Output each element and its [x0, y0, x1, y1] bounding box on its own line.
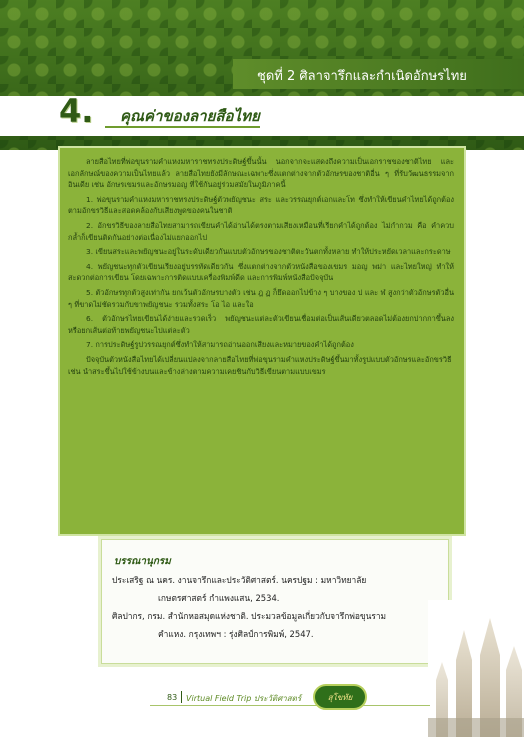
section-heading: คุณค่าของลายสือไทย: [120, 107, 260, 125]
paragraph-conclusion: ปัจจุบันตัวหนังสือไทยได้เปลี่ยนแปลงจากลายสือไทยที่พ่อขุนรามคำแหงประดิษฐ์ขึ้นมาทั้งรูปแบบตัวอักษรและอักขรวิธี เช่น นำสระขึ้นไปใช้ข้างบนและข้างล่างตามความเคยชินกับวิธีเขียนตามแบบเขมร: [68, 354, 452, 376]
temple-illustration: [428, 600, 524, 737]
section-number: 4.: [59, 92, 94, 130]
paragraph-intro: ลายสือไทยที่พ่อขุนรามคำแหงมหาราชทรงประดิษฐ์ขึ้นนั้น นอกจากจะแสดงถึงความเป็นเอกราชของชาติไทย และเอกลักษณ์ของความเป็นไทยแล้ว ลายสือไทยยังมีลักษณะเฉพาะซึ่งแตกต่างจากตัวอักษรของชาติอื่น ๆ ที่รับวัฒนธรรมจากอินเดีย เช่น อักษรเขมรและอักษรมอญ ที่ใช้กันอยู่ร่วมสมัยในภูมิภาคนี้: [68, 157, 454, 190]
badge-label: สุโขทัย: [327, 693, 353, 702]
content-panel: [58, 146, 466, 536]
page-number: 83: [167, 693, 178, 702]
footer-separator: [181, 691, 182, 703]
chapter-title: ชุดที่ 2 ศิลาจารึกและกำเนิดอักษรไทย: [257, 69, 467, 84]
footer-rule: [150, 705, 430, 706]
bibliography-title: บรรณานุกรม: [114, 556, 171, 567]
bibliography-entry: เกษตรศาสตร์ กำแพงแสน, 2534.: [158, 593, 280, 603]
paragraph-item-4: 4. พยัญชนะทุกตัวเขียนเรียงอยู่บรรทัดเดียวกัน ซึ่งแตกต่างจากตัวหนังสือของเขมร มอญ พม่า และไทยใหญ่ ทำให้สะดวกต่อการเขียน โดยเฉพาะการติดแบบเครื่องพิมพ์ดีด และการพิมพ์หนังสือปัจจุบัน: [68, 261, 454, 283]
paragraph-item-3: 3. เขียนสระและพยัญชนะอยู่ในระดับเดียวกันแบบตัวอักษรของชาติตะวันตกทั้งหลาย ทำให้ประหยัดเวลาและกระดาษ: [86, 247, 451, 257]
body-text: [60, 156, 464, 380]
heading-underline: [105, 126, 260, 128]
bibliography-entry: ประเสริฐ ณ นคร. งานจารึกและประวัติศาสตร์. นครปฐม : มหาวิทยาลัย: [112, 575, 367, 585]
paragraph-item-6: 6. ตัวอักษรไทยเขียนได้ง่ายและรวดเร็ว พยัญชนะแต่ละตัวเขียนเชื่อมต่อเป็นเส้นเดียวตลอดไม่ต้องยกปากกาขึ้นลง หรือยกเส้นต่อท้ายพยัญชนะไปแต่ละตัว: [68, 314, 454, 335]
paragraph-item-2: 2. อักขรวิธีของลายสือไทยสามารถเขียนคำได้อ่านได้ตรงตามเสียงเหมือนที่เรียกคำได้ถูกต้อง ไม่กำกวม คือ คำควบกล้ำก็เขียนติดกันอย่างต่อเนื่องไม่แยกออกไป: [68, 220, 454, 242]
paragraph-item-5: 5. ตัวอักษรทุกตัวสูงเท่ากัน ยกเว้นตัวอักษรบางตัว เช่น ฎ ฏ ก็ยึดออกไปข้าง ๆ บางของ ป และ ฬ สูงกว่าตัวอักษรตัวอื่น ๆ ที่ขาดไม่ชัดรวมกับขาพยัญชนะ รวมทั้งสระ โอ ไอ และใอ: [68, 287, 454, 309]
sukhothai-badge: [313, 684, 367, 710]
paragraph-item-7: 7. การประดิษฐ์รูปวรรณยุกต์ซึ่งทำให้สามารถอ่านออกเสียงและหมายของคำได้ถูกต้อง: [86, 340, 354, 350]
bibliography-entry: คำแหง. กรุงเทพฯ : รุ่งศิลป์การพิมพ์, 2547.: [158, 629, 314, 639]
bibliography-entry: ศิลปากร, กรม. สำนักหอสมุดแห่งชาติ. ประมวลข้อมูลเกี่ยวกับจารึกพ่อขุนราม: [112, 611, 387, 621]
paragraph-item-1: 1. พ่อขุนรามคำแหงมหาราชทรงประดิษฐ์ตัวพยัญชนะ สระ และวรรณยุกต์เอกและโท ซึ่งทำให้เขียนคำไทยได้ถูกต้องตามอักขรวิธีและสอดคล้องกับเสียงพูดของคนในชาติ: [68, 194, 454, 216]
chapter-title-bar: [233, 59, 524, 89]
bibliography-box: [101, 539, 449, 664]
series-title: Virtual Field Trip ประวัติศาสตร์: [186, 694, 302, 703]
